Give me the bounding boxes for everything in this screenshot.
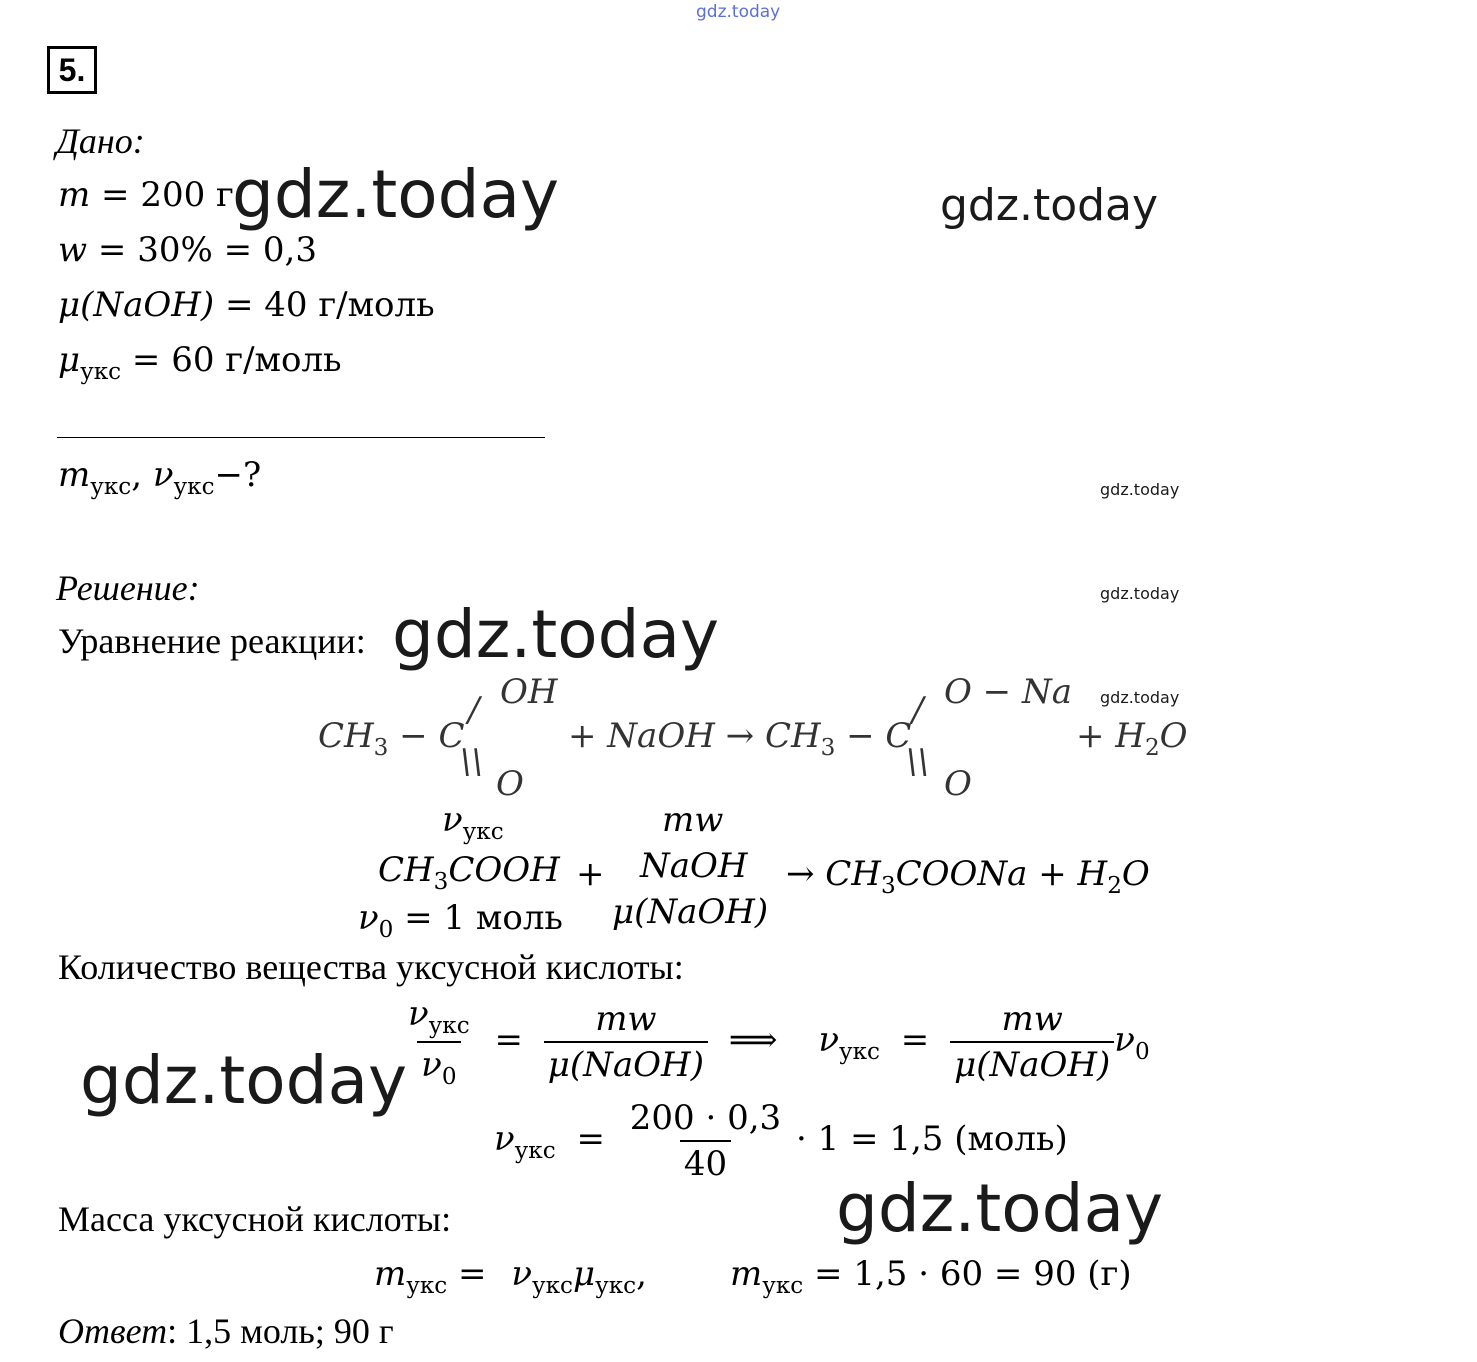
- mass-comma: ,: [636, 1254, 647, 1294]
- ratio-nu: ν: [408, 994, 429, 1034]
- ratio-fraction: [404, 994, 474, 1090]
- struct-o-end: O: [1159, 716, 1188, 756]
- watermark-small-2: gdz.today: [1100, 584, 1180, 603]
- mw-den-2: μ(NaOH): [950, 1041, 1114, 1085]
- formula-calc: [494, 1098, 1068, 1184]
- watermark-small-1: gdz.today: [1100, 480, 1180, 499]
- amount-label: Количество вещества уксусной кислоты:: [58, 947, 684, 987]
- given-header: Дано:: [56, 121, 145, 161]
- struct-product-tail: [1076, 716, 1188, 761]
- mass-nu: ν: [511, 1254, 533, 1294]
- given-molar-acid: [58, 340, 342, 385]
- mass-nu-sub: укс: [532, 1273, 573, 1300]
- react-nu0: [358, 898, 563, 943]
- struct-slash-2: /: [912, 690, 924, 730]
- equation-label: Уравнение реакции:: [58, 621, 366, 661]
- ratio-eq: =: [494, 1020, 523, 1061]
- molar-naoh-value: = 40 г/моль: [214, 285, 435, 325]
- struct-o-1: O: [496, 764, 524, 804]
- given-fraction: [58, 230, 317, 270]
- ratio-nu0-sub: 0: [441, 1064, 457, 1091]
- mw-num-2: mw: [1001, 999, 1063, 1040]
- react-nu: ν: [442, 800, 463, 840]
- react-prod-sub3: 3: [880, 873, 896, 900]
- find-m: m: [58, 455, 91, 495]
- react-nu0-symbol: ν: [358, 898, 379, 938]
- watermark-big-1: gdz.today: [232, 156, 560, 233]
- solution-header: Решение:: [56, 568, 200, 608]
- mu-naoh: μ(NaOH): [58, 285, 215, 325]
- struct-ch: CH: [318, 716, 374, 756]
- react-prod-o: O: [1121, 854, 1150, 894]
- given-divider: [57, 437, 545, 438]
- struct-c: − C: [388, 716, 465, 756]
- struct-middle: [568, 716, 911, 761]
- calc-eq: =: [576, 1119, 605, 1159]
- var-w: w: [58, 230, 88, 270]
- watermark-big-3: gdz.today: [80, 1042, 408, 1119]
- react-prod-sub2: 2: [1107, 873, 1122, 900]
- mw-num: mw: [595, 999, 657, 1040]
- given-mass: [58, 175, 234, 215]
- struct-double-2: \\: [906, 742, 929, 782]
- struct-double-1: \\: [460, 742, 483, 782]
- react-acid-sub: 3: [433, 869, 449, 896]
- task-number: 5.: [47, 46, 97, 94]
- calc-nu: ν: [494, 1119, 515, 1159]
- calc-num: 200 · 0,3: [629, 1098, 782, 1138]
- react-arrow: → CH: [786, 854, 881, 894]
- react-nu0-value: = 1 моль: [393, 898, 563, 938]
- react-prod-tail: COONa + H: [895, 854, 1108, 894]
- mw-fraction-2: [950, 999, 1114, 1085]
- watermark-big-4: gdz.today: [836, 1170, 1164, 1247]
- calc-fraction: [626, 1098, 785, 1184]
- react-mu-naoh: μ(NaOH): [612, 892, 769, 932]
- mw-den: μ(NaOH): [544, 1041, 708, 1085]
- struct-reactant: [318, 716, 465, 761]
- mass-label: Масса уксусной кислоты:: [58, 1199, 452, 1239]
- react-mw: mw: [662, 800, 724, 840]
- mass-result-sub: укс: [762, 1273, 804, 1300]
- mu-symbol: μ: [58, 340, 81, 380]
- find-tail: −?: [214, 455, 262, 495]
- struct-plus-naoh: + NaOH → CH: [568, 716, 821, 756]
- find-line: [58, 455, 261, 500]
- result-nu: ν: [818, 1020, 839, 1061]
- react-naoh: NaOH: [640, 846, 748, 886]
- result-nu-sub: укс: [839, 1039, 880, 1066]
- formula-mass-result: [730, 1254, 1132, 1299]
- mass-mu-sub: укс: [595, 1273, 637, 1300]
- find-nu: ν: [152, 455, 174, 495]
- ratio-nu-sub: укс: [428, 1013, 470, 1040]
- mw-fraction: [544, 999, 708, 1085]
- mass-result-m: m: [730, 1254, 763, 1294]
- calc-tail: · 1 = 1,5 (моль): [795, 1119, 1068, 1159]
- struct-sub-2: 2: [1144, 735, 1160, 762]
- react-nu-sub: укс: [462, 819, 504, 846]
- ratio-den: [417, 1041, 460, 1090]
- react-nu-ukc: [442, 800, 504, 845]
- react-acid-tail: COOH: [448, 850, 560, 890]
- formula-mass: [374, 1254, 647, 1299]
- mass-mu: μ: [573, 1254, 596, 1294]
- struct-oh: OH: [500, 672, 558, 712]
- watermark-big-2: gdz.today: [392, 596, 720, 673]
- answer-text: : 1,5 моль; 90 г: [167, 1311, 394, 1351]
- subscript-ukc: укс: [80, 359, 122, 386]
- given-molar-naoh: [58, 285, 435, 325]
- react-product: [786, 854, 1150, 899]
- mass-value: = 200 г: [90, 175, 234, 215]
- find-nu-sub: укс: [173, 474, 215, 501]
- react-nu0-sub: 0: [378, 917, 394, 944]
- watermark-small-3: gdz.today: [1100, 688, 1180, 707]
- var-m: m: [58, 175, 91, 215]
- mass-m: m: [374, 1254, 407, 1294]
- react-acid-ch: CH: [378, 850, 434, 890]
- struct-slash-1: /: [468, 690, 480, 730]
- result-eq: =: [900, 1020, 930, 1061]
- find-m-sub: укс: [90, 474, 132, 501]
- fraction-value: = 30% = 0,3: [87, 230, 317, 270]
- ratio-num: [404, 994, 474, 1041]
- calc-nu-sub: укс: [514, 1138, 556, 1165]
- find-sep: ,: [131, 455, 153, 495]
- molar-acid-value: = 60 г/моль: [121, 340, 342, 380]
- watermark-right-1: gdz.today: [940, 180, 1159, 231]
- mass-eq: =: [447, 1254, 498, 1294]
- result-nu0: ν: [1114, 1020, 1135, 1061]
- mass-m-sub: укс: [406, 1273, 448, 1300]
- result-nu0-sub: 0: [1134, 1039, 1150, 1066]
- mass-result-rhs: = 1,5 · 60 = 90 (г): [803, 1254, 1132, 1294]
- watermark-top: gdz.today: [696, 2, 781, 22]
- formula-ratio: [404, 994, 1150, 1090]
- struct-c2: − C: [835, 716, 912, 756]
- calc-den: 40: [680, 1140, 731, 1184]
- ratio-nu0: ν: [421, 1045, 442, 1086]
- struct-plus-h: + H: [1076, 716, 1145, 756]
- struct-o-2: O: [944, 764, 972, 804]
- react-acid: [378, 850, 560, 895]
- implies-arrow: ⟹: [728, 1020, 778, 1061]
- struct-sub-3: 3: [373, 735, 389, 762]
- struct-ona: O − Na: [944, 672, 1072, 712]
- answer-label: Ответ: [58, 1311, 168, 1351]
- react-plus: +: [576, 854, 605, 894]
- struct-sub-3b: 3: [820, 735, 836, 762]
- answer-line: [58, 1310, 394, 1352]
